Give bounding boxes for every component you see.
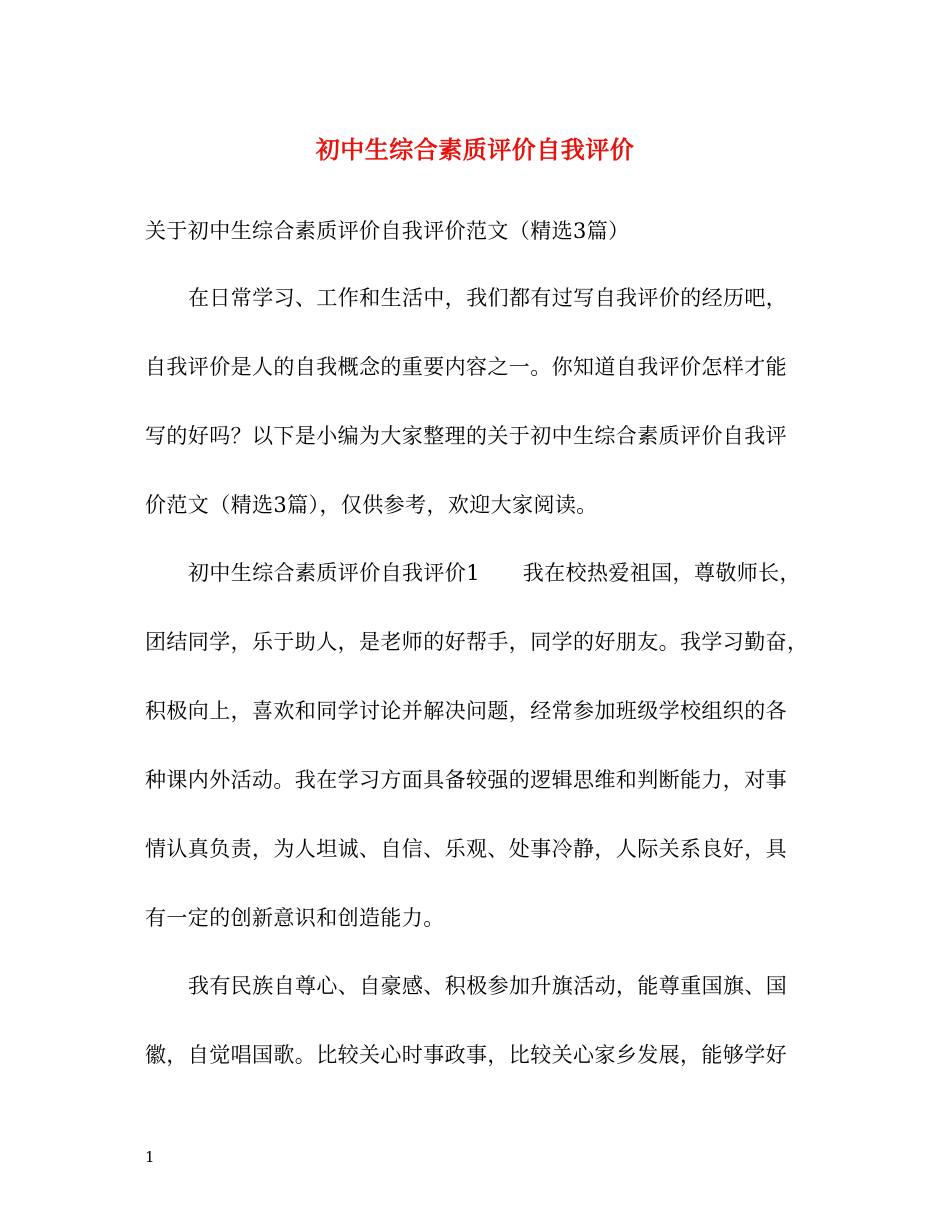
paragraph-2-line-3: 积极向上，喜欢和同学讨论并解决问题，经常参加班级学校组织的各: [145, 699, 787, 723]
document-title: 初中生综合素质评价自我评价: [315, 135, 635, 164]
paragraph-1-line-2: 自我评价是人的自我概念的重要内容之一。你知道自我评价怎样才能: [145, 355, 787, 379]
paragraph-1-line-4: 价范文（精选3篇），仅供参考，欢迎大家阅读。: [145, 493, 598, 517]
paragraph-2-line-6: 有一定的创新意识和创造能力。: [145, 906, 445, 930]
paragraph-2-line-4: 种课内外活动。我在学习方面具备较强的逻辑思维和判断能力，对事: [145, 768, 787, 792]
paragraph-3-line-2: 徽，自觉唱国歌。比较关心时事政事，比较关心家乡发展，能够学好: [145, 1043, 787, 1067]
paragraph-2-line-1: 初中生综合素质评价自我评价1 我在校热爱祖国，尊敬师长，: [188, 561, 801, 585]
paragraph-2-line-2: 团结同学，乐于助人，是老师的好帮手，同学的好朋友。我学习勤奋，: [145, 630, 809, 654]
paragraph-1-line-3: 写的好吗？以下是小编为大家整理的关于初中生综合素质评价自我评: [145, 424, 787, 448]
paragraph-1-line-1: 在日常学习、工作和生活中，我们都有过写自我评价的经历吧，: [188, 286, 788, 310]
page-number: 1: [145, 1148, 155, 1166]
paragraph-2-line-5: 情认真负责，为人坦诚、自信、乐观、处事冷静，人际关系良好，具: [145, 837, 787, 861]
paragraph-3-line-1: 我有民族自尊心、自豪感、积极参加升旗活动，能尊重国旗、国: [188, 974, 788, 998]
document-subtitle: 关于初中生综合素质评价自我评价范文（精选3篇）: [145, 219, 630, 243]
